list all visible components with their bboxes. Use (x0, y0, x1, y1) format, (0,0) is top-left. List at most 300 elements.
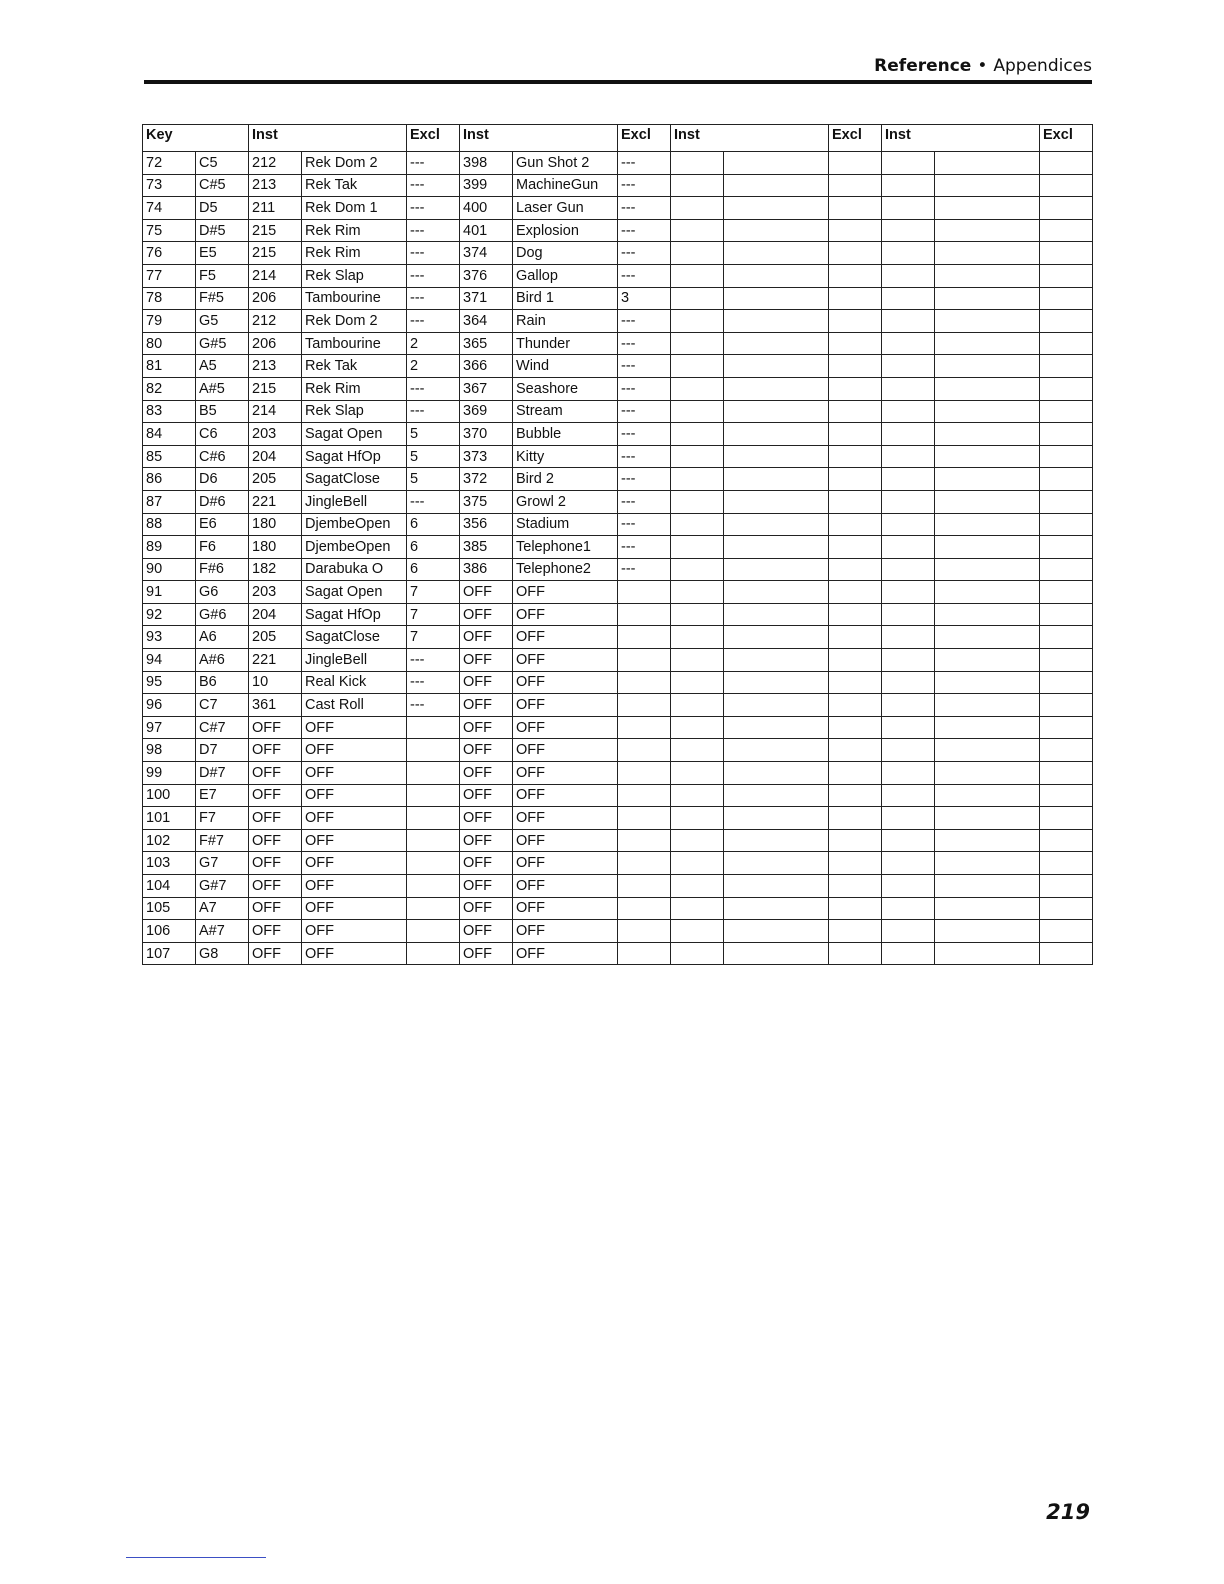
table-cell: Rain (513, 310, 618, 333)
table-cell: --- (407, 174, 460, 197)
table-cell (1040, 649, 1093, 672)
table-cell: 90 (143, 558, 196, 581)
table-row (143, 649, 1093, 672)
footer-rule (126, 1557, 266, 1558)
table-cell (724, 152, 829, 175)
table-cell: MachineGun (513, 174, 618, 197)
header-inst-2: Inst (460, 125, 618, 152)
table-cell: 214 (249, 400, 302, 423)
table-cell (829, 513, 882, 536)
table-cell (671, 807, 724, 830)
table-row (143, 852, 1093, 875)
table-cell (882, 490, 935, 513)
table-cell: C6 (196, 423, 249, 446)
table-body (143, 152, 1093, 965)
table-cell: OFF (302, 784, 407, 807)
table-cell (1040, 671, 1093, 694)
header-inst-1: Inst (249, 125, 407, 152)
table-cell: Rek Rim (302, 377, 407, 400)
table-cell: OFF (460, 807, 513, 830)
table-cell: --- (407, 400, 460, 423)
table-cell (671, 581, 724, 604)
table-cell: 401 (460, 219, 513, 242)
table-row (143, 423, 1093, 446)
table-cell: Sagat HfOp (302, 603, 407, 626)
table-cell: 211 (249, 197, 302, 220)
table-cell (1040, 174, 1093, 197)
table-cell: 89 (143, 536, 196, 559)
table-cell: 94 (143, 649, 196, 672)
table-cell (1040, 377, 1093, 400)
table-cell (671, 174, 724, 197)
table-cell: 84 (143, 423, 196, 446)
table-cell (724, 581, 829, 604)
table-cell (671, 920, 724, 943)
table-cell: Telephone2 (513, 558, 618, 581)
table-cell: Gallop (513, 264, 618, 287)
table-cell: Darabuka O (302, 558, 407, 581)
table-cell: 73 (143, 174, 196, 197)
table-cell: Rek Tak (302, 355, 407, 378)
table-cell: Wind (513, 355, 618, 378)
table-cell (618, 829, 671, 852)
table-cell (882, 716, 935, 739)
table-row (143, 264, 1093, 287)
table-cell (829, 784, 882, 807)
table-cell: DjembeOpen (302, 536, 407, 559)
table-cell: 74 (143, 197, 196, 220)
table-cell: 85 (143, 445, 196, 468)
table-cell: OFF (249, 807, 302, 830)
table-cell (407, 920, 460, 943)
table-cell: 205 (249, 468, 302, 491)
table-cell (829, 897, 882, 920)
table-row (143, 536, 1093, 559)
table-row (143, 694, 1093, 717)
table-cell (1040, 400, 1093, 423)
table-cell: Stream (513, 400, 618, 423)
header-section: Reference (874, 56, 972, 76)
table-cell (671, 536, 724, 559)
table-cell: 91 (143, 581, 196, 604)
table-cell (671, 739, 724, 762)
table-cell (829, 332, 882, 355)
table-cell: C5 (196, 152, 249, 175)
table-cell: 78 (143, 287, 196, 310)
table-cell: 398 (460, 152, 513, 175)
table-cell (935, 739, 1040, 762)
table-cell (935, 829, 1040, 852)
table-cell: OFF (513, 762, 618, 785)
table-cell (724, 445, 829, 468)
table-cell: --- (407, 242, 460, 265)
table-row (143, 377, 1093, 400)
table-cell (882, 445, 935, 468)
table-cell (618, 897, 671, 920)
table-cell (935, 377, 1040, 400)
table-cell: --- (407, 694, 460, 717)
table-cell: 75 (143, 219, 196, 242)
table-cell (1040, 558, 1093, 581)
table-cell: 361 (249, 694, 302, 717)
table-cell (671, 694, 724, 717)
table-cell: 7 (407, 581, 460, 604)
table-cell (671, 897, 724, 920)
table-cell: 371 (460, 287, 513, 310)
table-cell (882, 287, 935, 310)
table-cell (882, 219, 935, 242)
table-cell: OFF (460, 626, 513, 649)
table-cell: OFF (249, 762, 302, 785)
table-cell (1040, 264, 1093, 287)
table-cell: G#5 (196, 332, 249, 355)
table-cell: OFF (460, 784, 513, 807)
page-number: 219 (1046, 1500, 1090, 1524)
table-cell: 77 (143, 264, 196, 287)
table-cell: C#5 (196, 174, 249, 197)
table-cell: 370 (460, 423, 513, 446)
table-cell (671, 332, 724, 355)
table-cell: OFF (460, 694, 513, 717)
table-cell (1040, 513, 1093, 536)
table-cell (829, 581, 882, 604)
table-cell (829, 942, 882, 965)
table-row (143, 626, 1093, 649)
table-cell (724, 807, 829, 830)
table-cell (671, 264, 724, 287)
table-cell: OFF (513, 942, 618, 965)
table-cell: D7 (196, 739, 249, 762)
table-cell (882, 197, 935, 220)
table-cell (882, 942, 935, 965)
table-cell: 96 (143, 694, 196, 717)
table-cell (935, 649, 1040, 672)
table-cell (935, 152, 1040, 175)
table-cell (618, 784, 671, 807)
table-cell (935, 219, 1040, 242)
table-cell: OFF (513, 671, 618, 694)
table-cell (671, 649, 724, 672)
table-cell: --- (618, 490, 671, 513)
table-cell (724, 536, 829, 559)
table-cell (407, 784, 460, 807)
table-cell (724, 264, 829, 287)
table-cell: JingleBell (302, 649, 407, 672)
table-cell (935, 920, 1040, 943)
table-cell (724, 671, 829, 694)
table-cell (671, 152, 724, 175)
table-cell (724, 649, 829, 672)
table-cell: Sagat Open (302, 423, 407, 446)
table-cell (882, 310, 935, 333)
table-cell: D#5 (196, 219, 249, 242)
table-row (143, 152, 1093, 175)
table-cell (1040, 468, 1093, 491)
table-cell: D#7 (196, 762, 249, 785)
table-cell (882, 762, 935, 785)
table-cell: OFF (460, 581, 513, 604)
table-cell (1040, 310, 1093, 333)
table-cell: 2 (407, 355, 460, 378)
table-row (143, 197, 1093, 220)
table-cell (618, 603, 671, 626)
table-row (143, 920, 1093, 943)
table-cell: 103 (143, 852, 196, 875)
table-cell (618, 739, 671, 762)
table-cell: OFF (513, 716, 618, 739)
table-cell (1040, 897, 1093, 920)
table-cell: C#6 (196, 445, 249, 468)
table-cell: OFF (513, 784, 618, 807)
table-cell (618, 807, 671, 830)
table-cell: OFF (249, 852, 302, 875)
table-cell: Kitty (513, 445, 618, 468)
table-cell (882, 423, 935, 446)
table-cell: Sagat Open (302, 581, 407, 604)
table-cell: Dog (513, 242, 618, 265)
table-row (143, 219, 1093, 242)
table-cell: 203 (249, 423, 302, 446)
table-cell: OFF (249, 942, 302, 965)
table-cell (1040, 490, 1093, 513)
table-cell: F#6 (196, 558, 249, 581)
table-cell: Rek Slap (302, 264, 407, 287)
table-cell (724, 784, 829, 807)
table-cell: OFF (249, 875, 302, 898)
table-cell: OFF (302, 852, 407, 875)
table-cell: A5 (196, 355, 249, 378)
table-cell (407, 829, 460, 852)
table-cell (724, 490, 829, 513)
table-cell (935, 762, 1040, 785)
table-cell (724, 897, 829, 920)
table-cell: --- (407, 310, 460, 333)
table-cell (724, 287, 829, 310)
table-cell: Bird 1 (513, 287, 618, 310)
table-cell (671, 762, 724, 785)
table-cell (829, 920, 882, 943)
table-cell: 7 (407, 626, 460, 649)
table-row (143, 445, 1093, 468)
drum-key-table (142, 124, 1093, 965)
table-cell: A#7 (196, 920, 249, 943)
table-cell (829, 197, 882, 220)
table-cell: OFF (302, 875, 407, 898)
table-cell: SagatClose (302, 468, 407, 491)
table-cell (935, 694, 1040, 717)
table-cell: OFF (513, 739, 618, 762)
table-cell: 221 (249, 490, 302, 513)
table-cell: 106 (143, 920, 196, 943)
table-cell (724, 920, 829, 943)
table-cell (407, 942, 460, 965)
table-cell (1040, 242, 1093, 265)
header-excl-4: Excl (1040, 125, 1093, 152)
table-cell (935, 671, 1040, 694)
table-cell (882, 671, 935, 694)
table-row (143, 468, 1093, 491)
table-cell (724, 174, 829, 197)
table-cell: C7 (196, 694, 249, 717)
table-cell: 214 (249, 264, 302, 287)
table-cell (829, 649, 882, 672)
table-cell (882, 332, 935, 355)
table-cell (724, 762, 829, 785)
table-cell: Explosion (513, 219, 618, 242)
table-cell: 7 (407, 603, 460, 626)
table-cell: 212 (249, 152, 302, 175)
table-cell (882, 513, 935, 536)
header-separator: • (977, 56, 988, 76)
table-cell: 400 (460, 197, 513, 220)
table-cell (671, 784, 724, 807)
table-cell (1040, 739, 1093, 762)
table-cell: OFF (460, 920, 513, 943)
table-cell: --- (407, 152, 460, 175)
table-cell (882, 242, 935, 265)
table-cell: OFF (513, 649, 618, 672)
table-cell (724, 942, 829, 965)
table-cell (671, 513, 724, 536)
table-cell (724, 423, 829, 446)
table-cell (1040, 581, 1093, 604)
table-cell: Rek Dom 2 (302, 310, 407, 333)
table-cell (1040, 445, 1093, 468)
table-cell: OFF (460, 716, 513, 739)
table-cell (1040, 920, 1093, 943)
table-cell (407, 875, 460, 898)
table-cell: OFF (302, 829, 407, 852)
table-cell: --- (407, 490, 460, 513)
table-cell (671, 287, 724, 310)
table-cell: --- (618, 219, 671, 242)
table-cell: OFF (249, 739, 302, 762)
table-cell (882, 807, 935, 830)
table-cell (407, 807, 460, 830)
table-cell: 5 (407, 468, 460, 491)
table-cell: OFF (460, 603, 513, 626)
table-cell (935, 807, 1040, 830)
table-cell: OFF (302, 942, 407, 965)
table-cell: 81 (143, 355, 196, 378)
table-cell (935, 942, 1040, 965)
table-cell (1040, 626, 1093, 649)
table-cell (724, 513, 829, 536)
table-row (143, 739, 1093, 762)
table-row (143, 174, 1093, 197)
table-cell: 104 (143, 875, 196, 898)
table-cell: F5 (196, 264, 249, 287)
table-cell: 72 (143, 152, 196, 175)
table-cell: 76 (143, 242, 196, 265)
table-cell: D5 (196, 197, 249, 220)
table-cell (724, 694, 829, 717)
table-cell (407, 852, 460, 875)
table-cell (618, 920, 671, 943)
table-row (143, 355, 1093, 378)
table-cell (935, 445, 1040, 468)
table-cell (829, 219, 882, 242)
table-cell: Thunder (513, 332, 618, 355)
table-cell (829, 468, 882, 491)
table-cell: OFF (302, 739, 407, 762)
table-cell (829, 829, 882, 852)
table-cell: 3 (618, 287, 671, 310)
table-cell (935, 400, 1040, 423)
table-cell (724, 739, 829, 762)
table-cell (829, 152, 882, 175)
table-cell (935, 174, 1040, 197)
table-row (143, 332, 1093, 355)
table-row (143, 671, 1093, 694)
table-row (143, 897, 1093, 920)
table-cell (882, 784, 935, 807)
table-cell (829, 445, 882, 468)
table-cell: 105 (143, 897, 196, 920)
table-row (143, 875, 1093, 898)
table-cell: 369 (460, 400, 513, 423)
table-cell: 221 (249, 649, 302, 672)
table-cell: OFF (513, 829, 618, 852)
table-cell: G6 (196, 581, 249, 604)
table-cell: 83 (143, 400, 196, 423)
table-cell: Bubble (513, 423, 618, 446)
table-cell: Rek Slap (302, 400, 407, 423)
table-cell: 372 (460, 468, 513, 491)
table-cell (829, 490, 882, 513)
table-cell: F#5 (196, 287, 249, 310)
table-cell: --- (618, 197, 671, 220)
table-cell: 79 (143, 310, 196, 333)
table-cell (618, 875, 671, 898)
header-excl-2: Excl (618, 125, 671, 152)
table-row (143, 400, 1093, 423)
table-cell: B6 (196, 671, 249, 694)
table-cell: OFF (302, 762, 407, 785)
table-cell (935, 423, 1040, 446)
table-cell (935, 490, 1040, 513)
table-row (143, 490, 1093, 513)
table-cell (1040, 355, 1093, 378)
table-cell: 215 (249, 219, 302, 242)
header-rule (144, 80, 1092, 84)
table-cell: OFF (513, 581, 618, 604)
table-cell (882, 400, 935, 423)
table-cell (618, 581, 671, 604)
table-cell: 93 (143, 626, 196, 649)
table-cell (724, 603, 829, 626)
table-cell: 215 (249, 242, 302, 265)
table-cell: C#7 (196, 716, 249, 739)
header-inst-4: Inst (882, 125, 1040, 152)
table-cell: Cast Roll (302, 694, 407, 717)
table-cell: 385 (460, 536, 513, 559)
table-cell (618, 649, 671, 672)
table-cell: --- (407, 219, 460, 242)
table-cell: OFF (513, 807, 618, 830)
table-row (143, 513, 1093, 536)
table-cell: 213 (249, 174, 302, 197)
table-cell: A#6 (196, 649, 249, 672)
table-cell: F7 (196, 807, 249, 830)
table-cell (724, 400, 829, 423)
table-cell: OFF (302, 716, 407, 739)
header-subsection: Appendices (993, 56, 1092, 76)
table-cell (671, 400, 724, 423)
table-cell: 6 (407, 513, 460, 536)
table-cell: 6 (407, 558, 460, 581)
table-cell (671, 355, 724, 378)
